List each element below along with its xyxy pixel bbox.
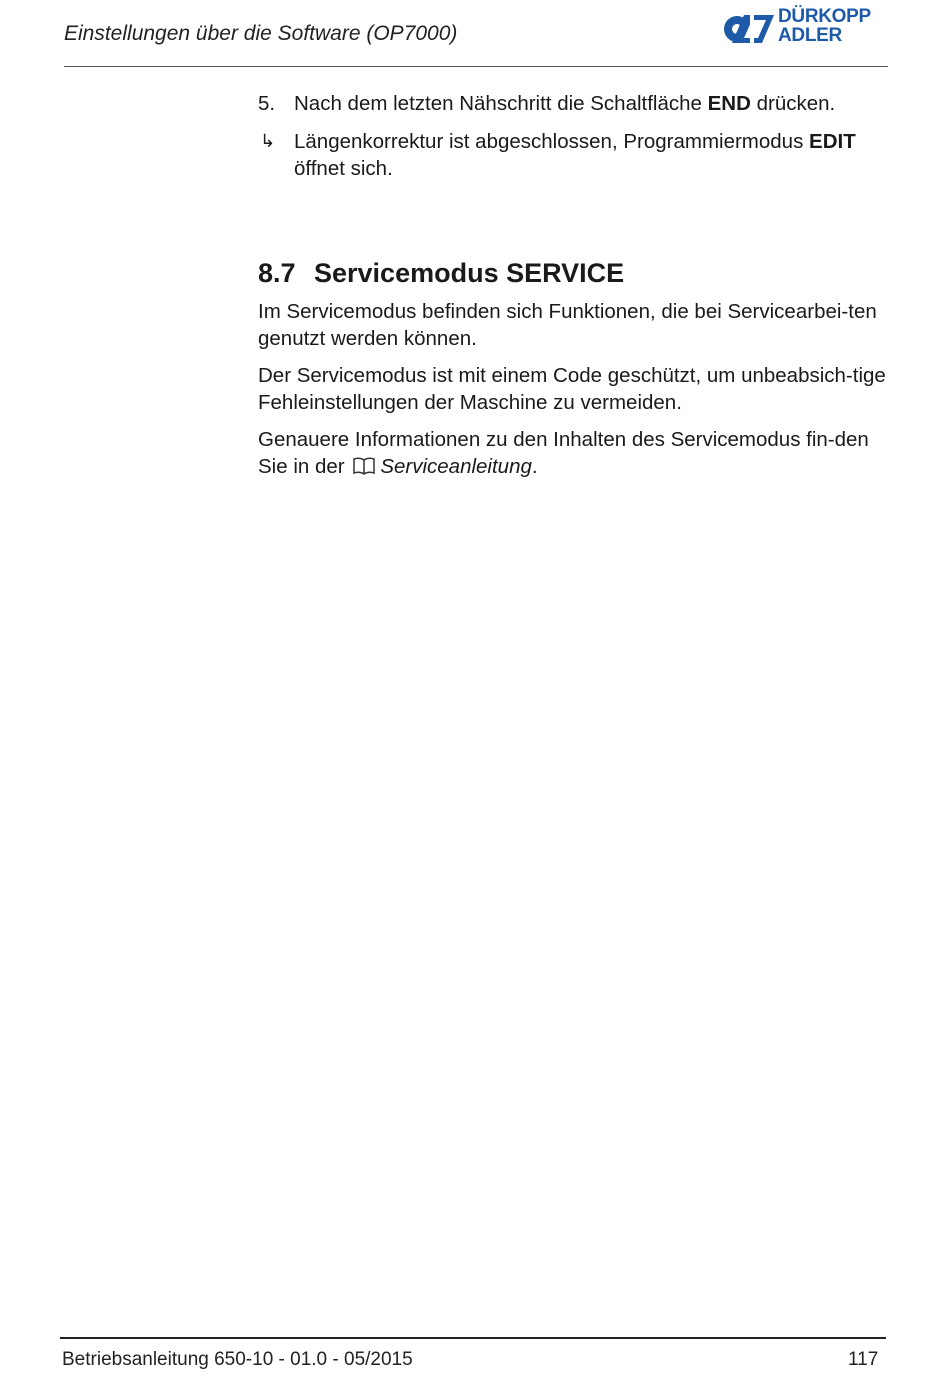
paragraph: Im Servicemodus befinden sich Funktionen, die bei Servicearbei-ten genutzt werden können. bbox=[258, 300, 877, 350]
result-arrow-icon: ↳ bbox=[260, 131, 276, 151]
paragraph-with-reference bbox=[258, 426, 890, 480]
step-number: 5. bbox=[258, 92, 276, 115]
section-8-7 bbox=[258, 256, 890, 490]
book-icon bbox=[352, 456, 376, 476]
paragraph-text-before: Genauere Informationen zu den Inhalten des Servicemodus fin-den Sie in der bbox=[258, 428, 869, 478]
step-text-after: drücken. bbox=[750, 92, 836, 115]
result-text-before: Längenkorrektur ist abgeschlossen, Programmiermodus bbox=[294, 130, 810, 153]
logo-mark-icon bbox=[722, 9, 776, 49]
header-rule bbox=[64, 66, 888, 67]
header-title: Einstellungen über die Software (OP7000) bbox=[64, 22, 458, 45]
step-bold-keyword: END bbox=[707, 92, 751, 115]
page-number: 117 bbox=[848, 1349, 879, 1370]
logo-line2: ADLER bbox=[778, 25, 842, 46]
section-title: Servicemodus SERVICE bbox=[314, 258, 625, 288]
step-text-before: Nach dem letzten Nähschritt die Schaltfläche bbox=[294, 92, 708, 115]
instruction-block bbox=[258, 90, 890, 182]
durkopp-adler-logo bbox=[722, 7, 892, 51]
section-number: 8.7 bbox=[258, 258, 296, 288]
manual-reference-link[interactable]: Serviceanleitung bbox=[380, 455, 532, 478]
section-heading bbox=[258, 256, 890, 290]
result-item bbox=[258, 128, 890, 182]
paragraph: Der Servicemodus ist mit einem Code geschützt, um unbeabsich-tige Fehleinstellungen der Maschine zu vermeiden. bbox=[258, 364, 886, 414]
logo-line1: DÜRKOPP bbox=[778, 6, 871, 27]
step-item bbox=[258, 90, 890, 117]
paragraph-text-after: . bbox=[531, 455, 538, 478]
footer-rule bbox=[60, 1337, 886, 1339]
result-bold-keyword: EDIT bbox=[809, 130, 856, 153]
result-text-after: öffnet sich. bbox=[294, 157, 393, 180]
logo-text bbox=[778, 7, 871, 45]
footer-document-info: Betriebsanleitung 650-10 - 01.0 - 05/2015 bbox=[62, 1349, 413, 1370]
